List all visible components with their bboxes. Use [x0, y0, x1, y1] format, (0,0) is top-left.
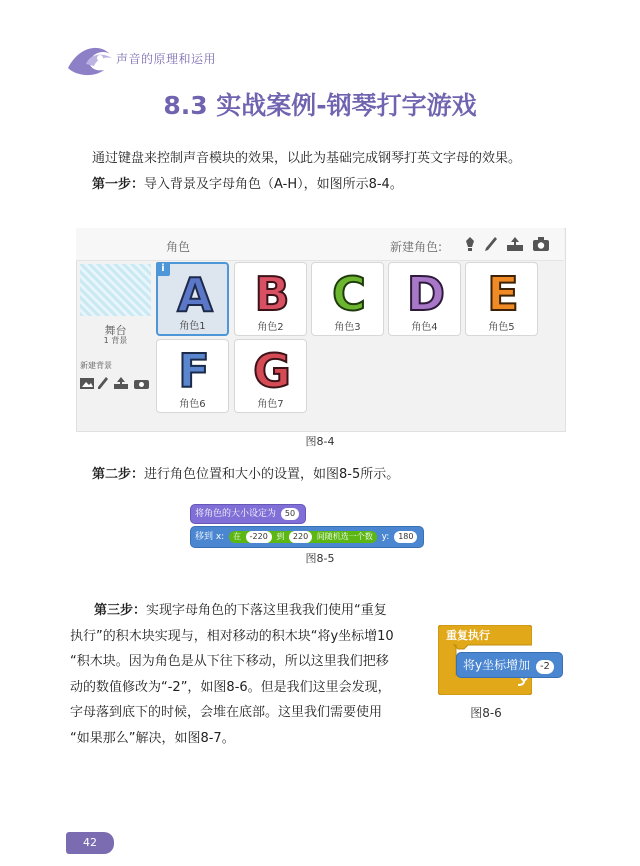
y-text: y: — [381, 532, 390, 542]
step3-line-1: 第三步：实现字母角色的下落这里我我们使用“重复 — [94, 603, 387, 618]
step1-label: 第一步： — [92, 177, 145, 192]
change-y-block[interactable] — [456, 652, 563, 678]
sprites-tab-label: 角色 — [166, 240, 191, 254]
sprite-tile-2[interactable] — [234, 262, 307, 336]
camera-sprite-icon[interactable] — [532, 236, 550, 252]
figure-8-4-caption: 图8-4 — [305, 435, 335, 448]
step3-line-5: 字母落到底下的时候，会堆在底部。这里我们需要使用 — [70, 705, 383, 720]
figure-8-6-caption: 图8-6 — [470, 706, 502, 720]
forever-label: 重复执行 — [446, 629, 490, 642]
change-y-value-input[interactable]: -2 — [536, 660, 554, 674]
step3-line-3: “积木块。因为角色是从下往下移动，所以这里我们把移 — [70, 654, 389, 669]
size-value-input[interactable]: 50 — [281, 508, 299, 520]
letter-b-icon — [248, 267, 296, 317]
step2-label: 第二步： — [92, 467, 145, 482]
to-text: 到 — [276, 532, 285, 541]
letter-f-icon — [170, 344, 218, 394]
goto-text: 移到 x: — [195, 532, 225, 542]
step3-label: 第三步： — [94, 603, 147, 618]
sprite-name: 角色7 — [257, 399, 284, 410]
in-text: 在 — [233, 532, 242, 541]
letter-g-icon — [248, 344, 296, 394]
new-backdrop-icons[interactable] — [80, 376, 152, 390]
paint-sprite-icon[interactable] — [484, 236, 498, 252]
step2-text: 进行角色位置和大小的设置，如图8-5所示。 — [144, 467, 400, 482]
random-operator[interactable] — [229, 531, 377, 543]
sprite-name: 角色6 — [179, 399, 206, 410]
step1-paragraph — [92, 172, 403, 198]
new-sprite-label: 新建角色: — [390, 240, 443, 254]
svg-text:A: A — [177, 268, 213, 318]
svg-text:B: B — [254, 267, 290, 317]
random-from-input[interactable]: -220 — [246, 531, 272, 543]
new-backdrop-label: 新建背景 — [80, 361, 112, 370]
svg-text:C: C — [332, 267, 366, 317]
figure-8-5-caption: 图8-5 — [305, 552, 335, 565]
step1-text: 导入背景及字母角色（A-H），如图所示8-4。 — [144, 177, 403, 192]
step3-paragraph — [70, 598, 430, 751]
step3-line-6: “如果那么”解决，如图8-7。 — [70, 730, 235, 746]
goto-xy-block[interactable] — [190, 526, 424, 548]
sprite-name: 角色4 — [411, 322, 438, 333]
intro-text: 通过键盘来控制声音模块的效果，以此为基础完成钢琴打英文字母的效果。 — [92, 151, 522, 166]
letter-c-icon — [325, 267, 373, 317]
sprite-tile-5[interactable] — [465, 262, 538, 336]
stage-backdrop-count: 1 背景 — [103, 336, 128, 345]
section-title: 8.3 实战案例-钢琴打字游戏 — [163, 91, 477, 120]
info-icon[interactable]: i — [156, 262, 170, 276]
chapter-logo — [64, 38, 124, 78]
set-size-text: 将角色的大小设定为 — [195, 509, 277, 519]
stage-label: 舞台 — [104, 324, 127, 337]
random-text: 间随机选一个数 — [316, 532, 373, 541]
sprite-library-icon[interactable] — [462, 236, 478, 252]
random-to-input[interactable]: 220 — [289, 531, 312, 543]
svg-text:E: E — [487, 267, 519, 317]
letter-d-icon — [402, 267, 450, 317]
letter-e-icon — [479, 267, 527, 317]
letter-a-icon — [171, 268, 219, 318]
sprite-tile-4[interactable] — [388, 262, 461, 336]
svg-text:D: D — [406, 267, 446, 317]
sprite-name: 角色1 — [179, 321, 206, 332]
sprite-tile-3[interactable] — [311, 262, 384, 336]
upload-sprite-icon[interactable] — [506, 236, 524, 252]
chapter-header: 声音的原理和运用 — [116, 52, 217, 66]
step3-line-4: 动的数值修改为“-2”，如图8-6。但是我们这里会发现， — [70, 679, 391, 695]
svg-text:G: G — [253, 344, 291, 394]
y-value-input[interactable]: 180 — [394, 531, 417, 543]
sprite-name: 角色5 — [488, 322, 515, 333]
page-number: 42 — [66, 832, 114, 854]
step2-paragraph — [92, 462, 399, 488]
stage-thumbnail[interactable] — [80, 264, 151, 316]
step3-line-2: 执行”的积木块实现与，相对移动的积木块“将y坐标增10 — [70, 628, 394, 644]
change-y-text: 将y坐标增加 — [463, 658, 531, 672]
svg-text:F: F — [178, 344, 210, 394]
sprite-tile-7[interactable] — [234, 339, 307, 413]
sprite-name: 角色2 — [257, 322, 284, 333]
sprite-name: 角色3 — [334, 322, 361, 333]
sprite-tile-6[interactable] — [156, 339, 229, 413]
set-size-block[interactable] — [190, 504, 306, 524]
